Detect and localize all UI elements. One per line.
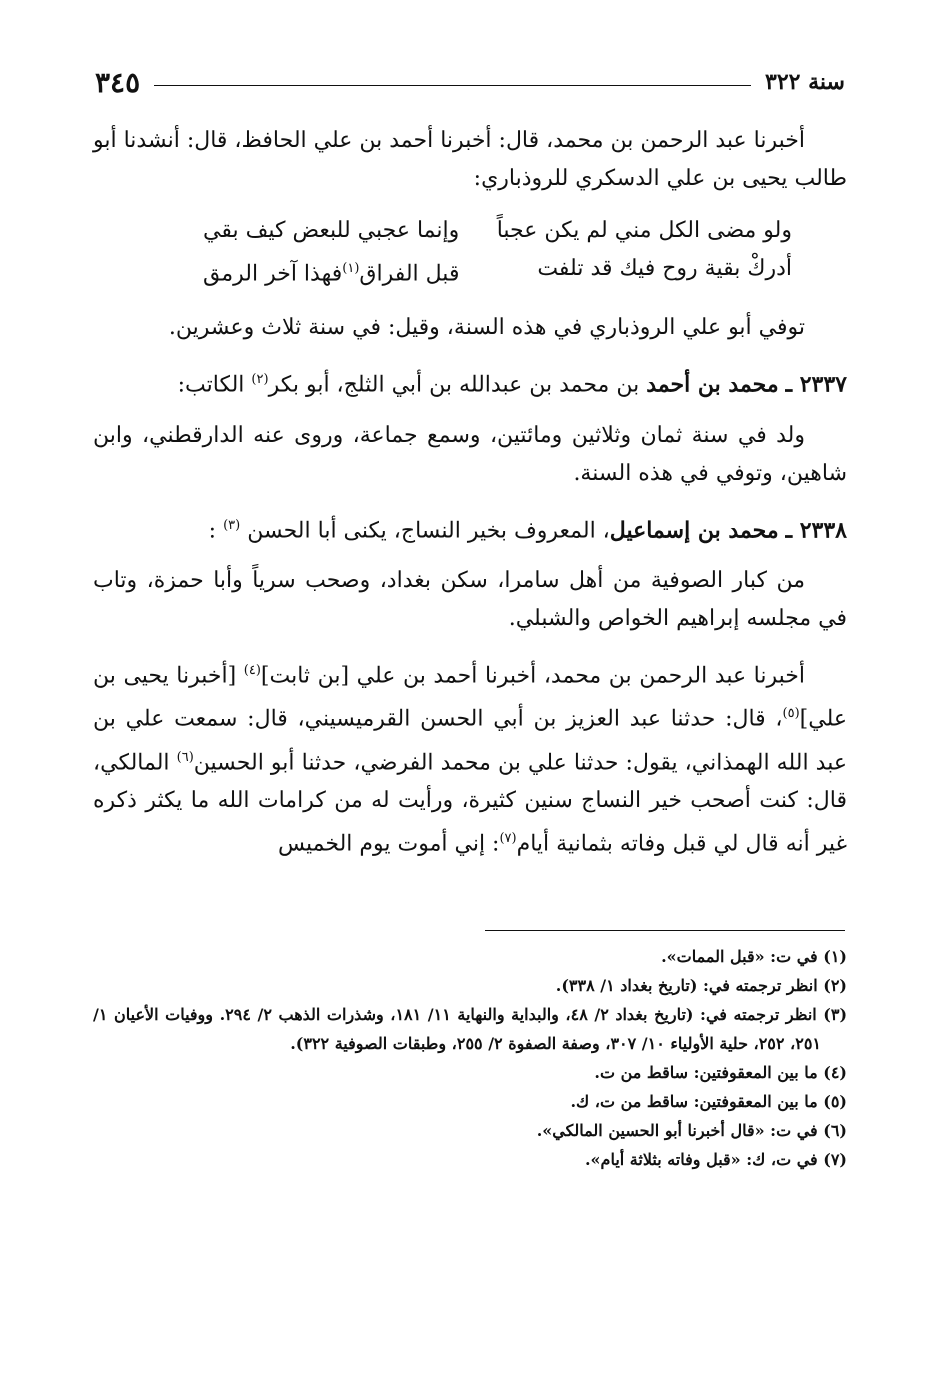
biography-entry-2337 (93, 361, 847, 404)
entry-title: : (208, 517, 217, 543)
footnotes (93, 942, 847, 1174)
footnote-7: (٧) في ت، ك: «قبل وفاته بثلاثة أيام». (584, 1150, 847, 1169)
entry-name: محمد بن إسماعيل (609, 516, 779, 543)
main-text (93, 122, 847, 877)
entry-name: محمد بن أحمد (646, 371, 779, 398)
narration-part-d: المالكي، قال: كنت أصحب خير النساج سنين كثيرة، ورأيت له من كرامات الله ما يكثر ذكره غير أنه قال لي قبل وفاته بثمانية أيام (93, 749, 847, 857)
footnote-2: (٢) انظر ترجمته في: (تاريخ بغداد ١/ ٣٣٨). (555, 976, 847, 995)
footnote-6: (٦) في ت: «قال أخبرنا أبو الحسين المالكي». (536, 1121, 847, 1140)
paragraph-birth: ولد في سنة ثمان وثلاثين ومائتين، وسمع جماعة، وروى عنه الدارقطني، وابن شاهين، وتوفي في هذه السنة. (93, 422, 847, 486)
footnote-ref-3[interactable]: (٣) (223, 517, 241, 533)
footnote-4: (٤) ما بين المعقوفتين: ساقط من ت. (594, 1063, 847, 1082)
narration-part-b: [أخبرنا يحيى بن علي] (93, 663, 847, 732)
footnote-ref-6[interactable]: (٦) (176, 749, 194, 765)
biography-entry-2338 (93, 507, 847, 550)
narration-part-a: أخبرنا عبد الرحمن بن محمد، أخبرنا أحمد بن علي [بن ثابت] (260, 663, 805, 689)
running-header (95, 62, 845, 102)
poem (93, 212, 847, 293)
footnote-5: (٥) ما بين المعقوفتين: ساقط من ت، ك. (570, 1092, 847, 1111)
paragraph-isnad: أخبرنا عبد الرحمن بن محمد، قال: أخبرنا أحمد بن علي الحافظ، قال: أنشدنا أبو طالب يحيى بن علي الدسكري للروذباري: (93, 128, 847, 191)
header-year-title: سنة ٣٢٢ (765, 69, 845, 95)
footnote-ref-4[interactable]: (٤) (243, 662, 261, 678)
poem-verse-1 (93, 212, 847, 250)
footnote-3: (٣) انظر ترجمته في: (تاريخ بغداد ٢/ ٤٨، والبداية والنهاية ١١/ ١٨١، وشذرات الذهب ٢/ ٢٩٤. ووفيات الأعيان ١/ ٢٥١، ٢٥٢، حلية الأولياء ١٠/ ٣٠٧، وصفة الصفوة ٢/ ٢٥٥، وطبقات الصوفية ٣٢٢). (93, 1005, 848, 1053)
footnote-ref-1[interactable]: (١) (342, 261, 360, 276)
entry-title: الكاتب: (177, 372, 245, 398)
page-number: ٣٤٥ (95, 65, 141, 99)
verse-1-first-hemistich: ولو مضى الكل مني لم يكن عجباً (496, 218, 792, 243)
narration-part-c: ، قال: حدثنا عبد العزيز بن أبي الحسن القرميسيني، قال: سمعت علي بن عبد الله الهمذاني، يقول: حدثنا علي بن محمد الفرضي، حدثنا أبو الحسين (93, 706, 847, 775)
footnote-separator (485, 930, 845, 931)
entry-number: ٢٣٣٨ ـ (785, 516, 847, 543)
poem-verse-2 (93, 250, 847, 293)
paragraph-narration (93, 652, 847, 863)
entry-lineage: بن محمد بن عبدالله بن أبي الثلج، أبو بكر (268, 372, 640, 398)
paragraph-sufi: من كبار الصوفية من أهل سامرا، سكن بغداد، وصحب سرياً وأبا حمزة، وتاب في مجلسه إبراهيم الخواص والشبلي. (93, 567, 847, 631)
verse-2-second-end: فهذا آخر الرمق (203, 261, 343, 287)
verse-2-second-hemistich (203, 250, 459, 293)
verse-2-second-start: قبل الفراق (359, 261, 460, 287)
footnote-ref-2[interactable]: (٢) (251, 372, 269, 388)
entry-lineage: ، المعروف بخير النساج، يكنى أبا الحسن (247, 517, 610, 543)
narration-part-e: : إني أموت يوم الخميس (278, 831, 500, 857)
entry-number: ٢٣٣٧ ـ (785, 371, 847, 398)
footnote-ref-5[interactable]: (٥) (782, 706, 800, 722)
verse-2-first-hemistich: أدركْ بقية روح فيك قد تلفت (537, 256, 792, 281)
header-rule (154, 85, 751, 86)
footnote-1: (١) في ت: «قبل الممات». (661, 947, 847, 966)
verse-1-second-hemistich: وإنما عجبي للبعض كيف بقي (203, 218, 460, 243)
paragraph-death-note: توفي أبو علي الروذباري في هذه السنة، وقيل: في سنة ثلاث وعشرين. (168, 315, 805, 341)
footnote-ref-7[interactable]: (٧) (499, 830, 517, 846)
